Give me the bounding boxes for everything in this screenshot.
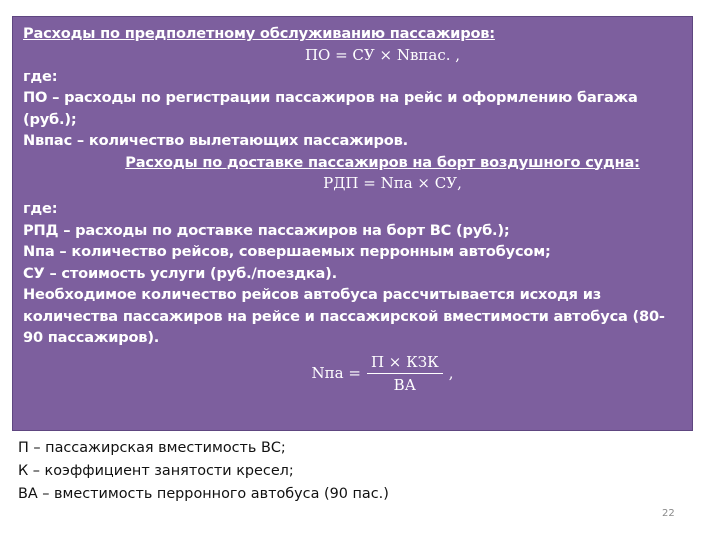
formula-npa-tail: , (448, 364, 454, 382)
legend-definitions (18, 437, 389, 506)
definition-nvpas: Nвпас – количество вылетающих пассажиров. (23, 132, 408, 149)
where-label: где: (23, 67, 58, 85)
formula-npa-fraction (367, 353, 443, 394)
definition-po: ПО – расходы по регистрации пассажиров на рейс и оформлению багажа (руб.); (23, 89, 638, 128)
formula-rdp: РДП = Nпа × СУ, (323, 174, 462, 192)
page-number: 22 (662, 508, 675, 519)
paragraph-bus-trips: Необходимое количество рейсов автобуса рассчитывается исходя из количества пассажиров на рейсе и пассажирской вместимости автобуса (80-90 пассажиров). (23, 286, 665, 346)
heading-boarding-delivery-costs: Расходы по доставке пассажиров на борт воздушного судна: (125, 153, 640, 171)
definition-su: СУ – стоимость услуги (руб./поездка). (23, 264, 337, 282)
formula-npa-numerator: П × КЗК (367, 353, 443, 374)
definition-npa: Nпа – количество рейсов, совершаемых перронным автобусом; (23, 243, 551, 260)
where-label: где: (23, 200, 58, 217)
definition-va: ВА – вместимость перронного автобуса (90 пас.) (18, 486, 389, 502)
formula-npa-denominator: ВА (393, 375, 416, 394)
definition-k: К – коэффициент занятости кресел; (18, 463, 294, 479)
heading-pre-flight-costs: Расходы по предполетному обслуживанию пассажиров: (23, 25, 495, 42)
formula-npa (83, 353, 682, 394)
definition-p: П – пассажирская вместимость ВС; (18, 440, 286, 456)
content-panel (12, 16, 693, 431)
formula-npa-lhs: Nпа = (311, 364, 361, 382)
formula-po: ПО = СУ × Nвпас. , (304, 45, 461, 64)
definition-rpd: РПД – расходы по доставке пассажиров на борт ВС (руб.); (23, 221, 510, 239)
